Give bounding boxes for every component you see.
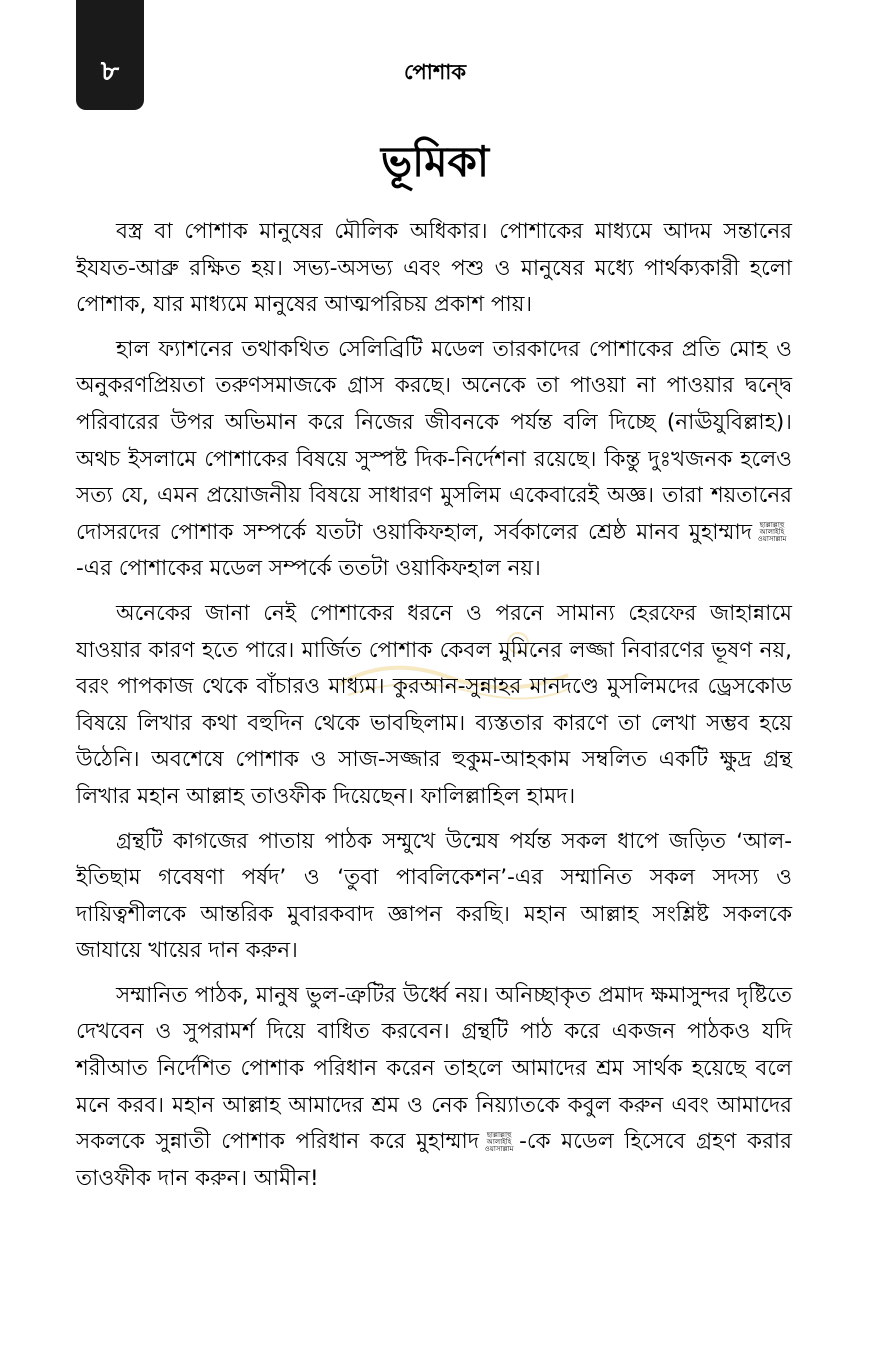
paragraph-2-part-1: হাল ফ্যাশনের তথাকথিত সেলিব্রিটি মডেল তারকাদের পোশাকের প্রতি মোহ ও অনুকরণপ্রিয়তা তরুণসমাজকে গ্রাস করছে। অনেকে তা পাওয়া না পাওয়ার দ্বন্দ্বে পরিবারের উপর অভিমান করে নিজের জীবনকে পর্যন্ত বলি দিচ্ছে (নাঊযুবিল্লাহ)। অথচ ইসলামে পোশাকের বিষয়ে সুস্পষ্ট দিক-নির্দেশনা রয়েছে। কিন্তু দুঃখজনক হলেও সত্য যে, এমন প্রয়োজনীয় বিষয়ে সাধারণ মুসলিম একেবারেই অজ্ঞ। তারা শয়তানের দোসরদের পোশাক সম্পর্কে যতটা ওয়াকিফহাল, সর্বকালের শ্রেষ্ঠ মানব মুহাম্মাদ	[76, 336, 792, 545]
preface-body	[76, 214, 792, 1205]
running-header-title: পোশাক	[403, 60, 467, 84]
paragraph-2	[76, 332, 792, 588]
paragraph-5	[76, 978, 792, 1198]
paragraph-4: গ্রন্থটি কাগজের পাতায় পাঠক সম্মুখে উন্মেষ পর্যন্ত সকল ধাপে জড়িত ‘আল-ইতিছাম গবেষণা পর্ষদ’ ও ‘তুবা পাবলিকেশন’-এর সম্মানিত সকল সদস্য ও দায়িত্বশীলকে আন্তরিক মুবারকবাদ জ্ঞাপন করছি। মহান আল্লাহ সংশ্লিষ্ট সকলকে জাযায়ে খায়ের দান করুন।	[76, 828, 792, 964]
page-number: ৮	[100, 54, 120, 87]
paragraph-5-part-1: সম্মানিত পাঠক, মানুষ ভুল-ত্রুটির উর্ধ্বে নয়। অনিচ্ছাকৃত প্রমাদ ক্ষমাসুন্দর দৃষ্টিতে দেখবেন ও সুপরামর্শ দিয়ে বাধিত করবেন। গ্রন্থটি পাঠ করে একজন পাঠকও যদি শরীআত নির্দেশিত পোশাক পরিধান করেন তাহলে আমাদের শ্রম সার্থক হয়েছে বলে মনে করব। মহান আল্লাহ আমাদের শ্রম ও নেক নিয়্যাতকে কবুল করুন এবং আমাদের সকলকে সুন্নাতী পোশাক পরিধান করে মুহাম্মাদ	[76, 982, 792, 1155]
chapter-title: ভূমিকা	[380, 137, 490, 186]
paragraph-3: অনেকের জানা নেই পোশাকের ধরনে ও পরনে সামান্য হেরফের জাহান্নামে যাওয়ার কারণ হতে পারে। মার্জিত পোশাক কেবল মুমিনের লজ্জা নিবারণের ভূষণ নয়, বরং পাপকাজ থেকে বাঁচারও মাধ্যম। কুরআন-সুন্নাহর মানদণ্ডে মুসলিমদের ড্রেসকোড বিষয়ে লিখার কথা বহুদিন থেকে ভাবছিলাম। ব্যস্ততার কারণে তা লেখা সম্ভব হয়ে উঠেনি। অবশেষে পোশাক ও সাজ-সজ্জার হুকুম-আহকাম সম্বলিত একটি ক্ষুদ্র গ্রন্থ লিখার মহান আল্লাহ তাওফীক দিয়েছেন। ফালিল্লাহিল হামদ।	[76, 600, 792, 809]
honorific-salawat-2: ছাল্লাল্লাহু আলাইহি ওয়াসাল্লাম	[484, 1130, 514, 1153]
paragraph-5-part-2: -কে মডেল হিসেবে গ্রহণ করার তাওফীক দান করুন। আমীন!	[76, 1129, 792, 1191]
paragraph-1: বস্ত্র বা পোশাক মানুষের মৌলিক অধিকার। পোশাকের মাধ্যমে আদম সন্তানের ইযযত-আব্রু রক্ষিত হয়। সভ্য-অসভ্য এবং পশু ও মানুষের মধ্যে পার্থক্যকারী হলো পোশাক, যার মাধ্যমে মানুষের আত্মপরিচয় প্রকাশ পায়।	[76, 219, 792, 318]
honorific-salawat-1: ছাল্লাল্লাহু আলাইহি ওয়াসাল্লাম	[757, 521, 787, 544]
paragraph-2-part-2: -এর পোশাকের মডেল সম্পর্কে ততটা ওয়াকিফহাল নয়।	[76, 556, 541, 582]
page-number-tab	[76, 0, 144, 110]
